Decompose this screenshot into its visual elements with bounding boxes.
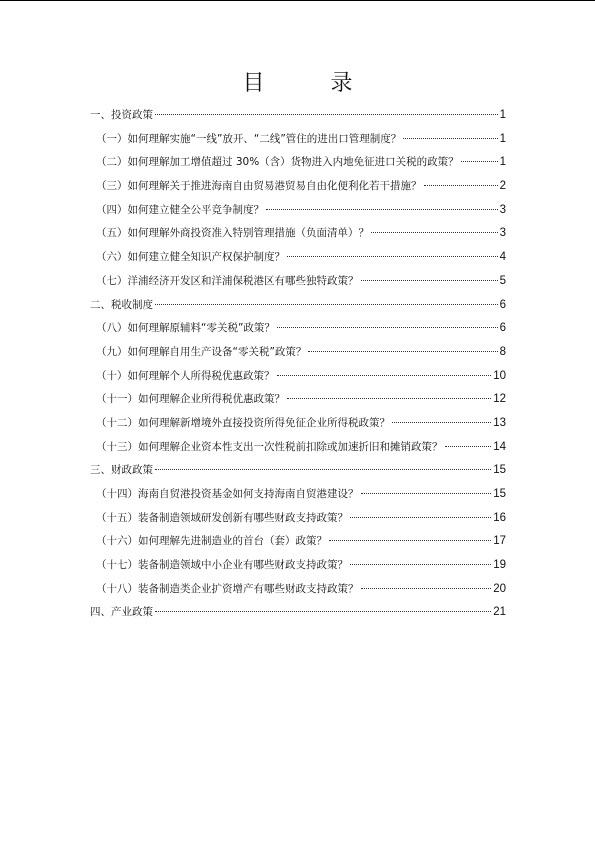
toc-entry[interactable] xyxy=(90,530,506,554)
dot-leader xyxy=(308,350,497,352)
dot-leader xyxy=(361,492,492,494)
dot-leader xyxy=(392,421,491,423)
toc-page-number: 1 xyxy=(499,109,506,121)
toc-page-number: 3 xyxy=(499,203,506,216)
toc-entry[interactable] xyxy=(90,483,506,507)
toc-entry-label: （十）如何理解个人所得税优惠政策？ xyxy=(96,369,275,382)
toc-entry[interactable] xyxy=(90,317,506,341)
toc-section-entry[interactable] xyxy=(90,294,506,318)
toc-entry-label: （四）如何建立健全公平竞争制度？ xyxy=(96,203,264,216)
dot-leader xyxy=(361,587,492,589)
toc-page-number: 19 xyxy=(493,559,506,572)
dot-leader xyxy=(266,208,498,210)
toc-entry-label: 三、财政政策 xyxy=(90,464,153,477)
toc-page-number: 8 xyxy=(499,345,506,358)
dot-leader xyxy=(329,539,491,541)
dot-leader xyxy=(424,184,498,186)
toc-entry[interactable] xyxy=(90,507,506,531)
toc-page-number: 20 xyxy=(493,582,506,595)
toc-page-number: 6 xyxy=(499,298,506,311)
toc-entry-label: （一）如何理解实施“一线”放开、“二线”管住的进出口管理制度？ xyxy=(96,132,402,145)
toc-page-number: 2 xyxy=(499,180,506,193)
toc-page-number: 17 xyxy=(493,535,506,548)
toc-entry[interactable] xyxy=(90,412,506,436)
toc-page-number: 5 xyxy=(499,274,506,287)
dot-leader xyxy=(287,255,498,257)
toc-entry-label: （二）如何理解加工增值超过 30%（含）货物进入内地免征进口关税的政策？ xyxy=(96,156,459,169)
dot-leader xyxy=(287,397,491,399)
toc-entry-label: （十七）装备制造领域中小企业有哪些财政支持政策？ xyxy=(96,559,348,572)
toc-entry[interactable] xyxy=(90,151,506,175)
dot-leader xyxy=(155,113,498,115)
toc-page-number: 13 xyxy=(493,416,506,429)
dot-leader xyxy=(155,468,491,470)
dot-leader xyxy=(350,563,491,565)
toc-entry[interactable] xyxy=(90,175,506,199)
toc-section-entry[interactable] xyxy=(90,104,506,128)
table-of-contents xyxy=(90,104,506,625)
toc-page-number: 21 xyxy=(493,606,506,619)
toc-entry-label: 四、产业政策 xyxy=(90,606,153,619)
toc-entry-label: （十一）如何理解企业所得税优惠政策？ xyxy=(96,393,285,406)
toc-entry-label: （九）如何理解自用生产设备“零关税”政策？ xyxy=(96,345,307,358)
toc-page-number: 15 xyxy=(493,488,506,500)
toc-entry[interactable] xyxy=(90,388,506,412)
toc-entry-label: （十四）海南自贸港投资基金如何支持海南自贸港建设？ xyxy=(96,488,359,500)
toc-entry-label: （三）如何理解关于推进海南自由贸易港贸易自由化便利化若干措施？ xyxy=(96,180,422,193)
dot-leader xyxy=(155,610,491,612)
toc-page-number: 4 xyxy=(499,251,506,264)
toc-entry[interactable] xyxy=(90,128,506,152)
toc-entry[interactable] xyxy=(90,270,506,294)
toc-entry-label: （十五）装备制造领域研发创新有哪些财政支持政策？ xyxy=(96,511,348,524)
dot-leader xyxy=(461,160,498,162)
dot-leader xyxy=(155,303,498,305)
toc-entry-label: （十二）如何理解新增境外直接投资所得免征企业所得税政策？ xyxy=(96,416,390,429)
dot-leader xyxy=(361,279,498,281)
toc-entry-label: 一、投资政策 xyxy=(90,109,153,121)
toc-entry[interactable] xyxy=(90,246,506,270)
toc-entry-label: （七）洋浦经济开发区和洋浦保税港区有哪些独特政策？ xyxy=(96,274,359,287)
toc-section-entry[interactable] xyxy=(90,459,506,483)
dot-leader xyxy=(350,516,491,518)
toc-entry-label: （十三）如何理解企业资本性支出一次性税前扣除或加速折旧和摊销政策？ xyxy=(96,440,443,453)
toc-entry[interactable] xyxy=(90,199,506,223)
toc-page-number: 12 xyxy=(493,393,506,406)
toc-entry-label: （十八）装备制造类企业扩资增产有哪些财政支持政策？ xyxy=(96,582,359,595)
dot-leader xyxy=(277,326,498,328)
toc-entry-label: 二、税收制度 xyxy=(90,298,153,311)
toc-entry[interactable] xyxy=(90,365,506,389)
toc-page-number: 16 xyxy=(493,511,506,524)
toc-entry[interactable] xyxy=(90,436,506,460)
top-rule xyxy=(0,0,595,1)
dot-leader xyxy=(445,445,492,447)
toc-entry-label: （八）如何理解原辅料“零关税”政策？ xyxy=(96,322,275,335)
dot-leader xyxy=(371,231,498,233)
toc-page-number: 1 xyxy=(499,156,506,169)
toc-page-number: 14 xyxy=(493,440,506,453)
toc-page-number: 1 xyxy=(499,132,506,145)
dot-leader xyxy=(403,137,497,139)
toc-section-entry[interactable] xyxy=(90,601,506,625)
toc-entry-label: （十六）如何理解先进制造业的首台（套）政策？ xyxy=(96,535,327,548)
toc-entry[interactable] xyxy=(90,222,506,246)
toc-entry-label: （五）如何理解外商投资准入特别管理措施（负面清单）？ xyxy=(96,227,369,240)
toc-entry[interactable] xyxy=(90,554,506,578)
toc-entry[interactable] xyxy=(90,341,506,365)
toc-page-number: 10 xyxy=(493,369,506,382)
toc-entry[interactable] xyxy=(90,578,506,602)
page-title: 目 录 xyxy=(242,71,375,96)
toc-page-number: 3 xyxy=(499,227,506,240)
toc-entry-label: （六）如何建立健全知识产权保护制度？ xyxy=(96,251,285,264)
toc-page-number: 6 xyxy=(499,322,506,335)
dot-leader xyxy=(277,374,492,376)
toc-page-number: 15 xyxy=(493,464,506,477)
